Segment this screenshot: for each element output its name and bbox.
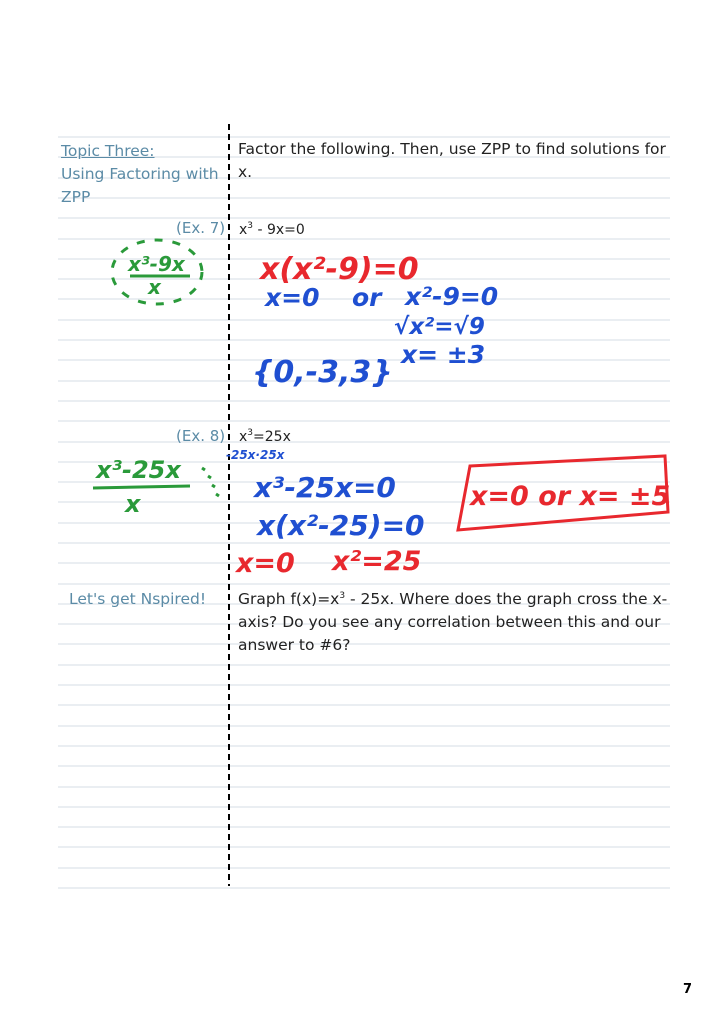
ex7-solution-set: {0,-3,3}	[252, 355, 393, 390]
ex8-step1: x³-25x=0	[254, 471, 396, 504]
nspired-line1: Graph $f(x)=x^3 - 25x$. Where does the graph cross the x-	[238, 590, 668, 608]
ex7-or: or	[352, 283, 382, 312]
ex8-margin-denominator: x	[125, 490, 141, 518]
nspired-label: Let's get Nspired!	[69, 590, 207, 608]
topic-subtitle-line1: Using Factoring with	[61, 165, 219, 183]
ex8-step3a: x=0	[236, 548, 295, 579]
example-7-problem: $x^3 - 9x=0$	[239, 221, 305, 238]
ex8-scratch: -25x·25x	[226, 448, 285, 462]
ex7-step5: x= ±3	[401, 340, 486, 369]
example-8-label: (Ex. 8)	[176, 427, 226, 445]
nspired-line2: axis? Do you see any correlation between this and our	[238, 613, 661, 631]
ex8-margin-numerator: x³-25x	[96, 456, 181, 484]
instructions-line1: Factor the following. Then, use ZPP to find solutions for	[238, 140, 666, 158]
ex7-margin-denominator: x	[148, 275, 161, 299]
ex7-margin-work	[112, 240, 202, 304]
ex7-step2: x=0	[265, 283, 320, 312]
ex7-step4: √x²=√9	[394, 314, 485, 340]
ex7-step1: x(x²-9)=0	[260, 252, 419, 287]
example-8-problem: $x^3=25x$	[239, 428, 291, 445]
ex8-margin-fraction-bar	[93, 486, 190, 488]
page-number: 7	[682, 982, 692, 997]
ex7-margin-numerator: x³-9x	[128, 252, 185, 276]
topic-title: Topic Three:	[61, 142, 155, 160]
instructions-line2: x.	[238, 163, 253, 181]
ex8-margin-work	[93, 456, 219, 518]
ex8-step3b: x²=25	[332, 546, 422, 577]
ex8-green-dots	[202, 468, 219, 496]
ex8-step2: x(x²-25)=0	[257, 509, 425, 542]
ex7-step3: x²-9=0	[405, 282, 499, 311]
example-7-label: (Ex. 7)	[176, 219, 226, 237]
nspired-line3: answer to #6?	[238, 636, 351, 654]
ex8-answer: x=0 or x= ±5	[470, 481, 671, 512]
topic-subtitle-line2: ZPP	[61, 188, 91, 206]
